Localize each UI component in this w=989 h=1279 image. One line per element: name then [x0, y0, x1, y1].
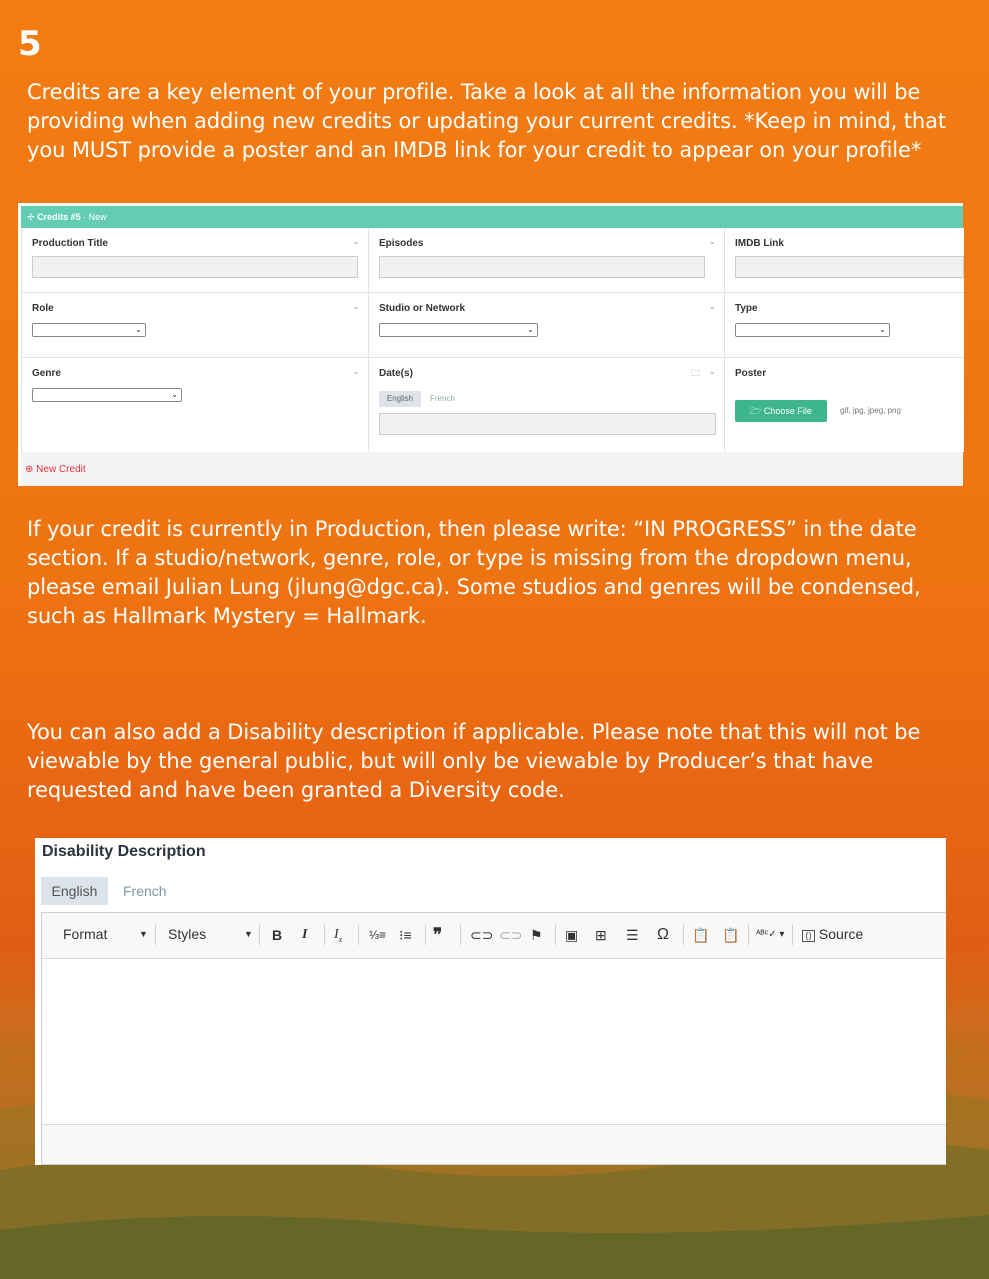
step-number: 5 — [18, 24, 42, 64]
toolbar-divider — [155, 925, 156, 945]
new-credit-label: New Credit — [36, 464, 86, 475]
choose-file-button[interactable] — [735, 400, 827, 422]
dates-cell — [369, 358, 725, 452]
role-select[interactable]: ⌄ — [32, 323, 146, 337]
folder-open-icon: 🗁 — [750, 406, 764, 416]
choose-file-label: Choose File — [763, 406, 812, 416]
anchor-flag-icon[interactable]: ⚑ — [530, 927, 543, 943]
poster-cell — [725, 358, 964, 452]
unlink-icon[interactable]: ⊂⊃ — [499, 927, 523, 943]
credits-panel-footer — [21, 452, 963, 486]
source-label: Source — [818, 926, 864, 942]
chevron-down-icon[interactable]: ⌄ — [352, 301, 360, 311]
editor-content-area[interactable] — [42, 959, 946, 1124]
episodes-input[interactable] — [379, 256, 705, 278]
toolbar-divider — [683, 925, 684, 945]
bulleted-list-icon[interactable]: ⁝≡ — [399, 927, 412, 943]
credits-form-panel — [18, 203, 963, 486]
new-credit-link[interactable] — [25, 464, 86, 475]
genre-select[interactable]: ⌄ — [32, 388, 182, 402]
chevron-down-icon[interactable]: ⌄ — [708, 301, 716, 311]
type-label: Type — [735, 303, 758, 314]
episodes-cell — [369, 228, 725, 293]
special-character-icon[interactable]: Ω — [657, 926, 669, 943]
source-button[interactable] — [802, 926, 863, 942]
toolbar-divider — [425, 925, 426, 945]
production-title-cell — [22, 228, 369, 293]
imdb-link-cell — [725, 228, 964, 293]
chevron-down-icon[interactable]: ⌄ — [352, 236, 360, 246]
dates-tab-french[interactable]: French — [430, 394, 455, 403]
toolbar-divider — [555, 925, 556, 945]
styles-dropdown[interactable] — [168, 926, 253, 942]
paste-text-icon[interactable]: 📋 — [692, 927, 710, 943]
move-icon[interactable]: ✢ — [27, 212, 35, 222]
credits-header-status: · New — [83, 212, 107, 222]
horizontal-line-icon[interactable]: ☰ — [626, 927, 639, 943]
spellcheck-icon[interactable]: ᴬᴮᶜ✓ ▾ — [756, 929, 785, 940]
blockquote-icon[interactable]: ❞ — [433, 925, 443, 944]
dates-tab-english[interactable]: English — [379, 391, 421, 407]
image-icon[interactable]: ▣ — [565, 927, 579, 943]
credits-header-title: Credits #5 — [37, 212, 81, 222]
table-icon[interactable]: ⊞ — [595, 927, 607, 943]
disability-tab-french[interactable]: French — [123, 883, 167, 899]
chevron-down-icon[interactable]: ⌄ — [708, 366, 716, 376]
dates-input[interactable] — [379, 413, 716, 435]
chevron-down-icon[interactable]: ⌄ — [708, 236, 716, 246]
disability-description-panel — [35, 838, 946, 1165]
type-select[interactable]: ⌄ — [735, 323, 890, 337]
studio-select[interactable]: ⌄ — [379, 323, 538, 337]
imdb-link-label: IMDB Link — [735, 238, 784, 249]
role-label: Role — [32, 303, 54, 314]
poster-label: Poster — [735, 368, 767, 379]
editor-toolbar — [42, 913, 946, 959]
numbered-list-icon[interactable]: ⅓≡ — [369, 928, 387, 942]
toolbar-divider — [792, 925, 793, 945]
editor-statusbar — [42, 1124, 946, 1164]
studio-label: Studio or Network — [379, 303, 466, 314]
toolbar-divider — [324, 925, 325, 945]
studio-cell — [369, 293, 725, 358]
type-cell — [725, 293, 964, 358]
caret-down-icon: ▼ — [139, 929, 148, 939]
dates-label: Date(s) — [379, 368, 413, 379]
file-types-hint: gif, jpg, jpeg, png — [840, 406, 901, 415]
role-cell — [22, 293, 369, 358]
production-title-input[interactable] — [32, 256, 358, 278]
chevron-down-icon[interactable]: ⌄ — [352, 366, 360, 376]
progress-paragraph: If your credit is currently in Production, then please write: “IN PROGRESS” in the date section. If a studio/network, genre, role, or type is missing from the dropdown menu, please email Julian Lung (jlung@dgc.ca). Some studios and genres will be condensed, such as Hallmark Mystery = Hallmark. — [27, 517, 921, 628]
format-dropdown[interactable] — [63, 926, 148, 942]
italic-button[interactable]: I — [302, 927, 308, 942]
source-icon: ⟨⟩ — [802, 930, 815, 942]
toolbar-divider — [358, 925, 359, 945]
genre-label: Genre — [32, 368, 61, 379]
toolbar-divider — [748, 925, 749, 945]
credits-panel-body — [21, 228, 964, 452]
paste-word-icon[interactable]: 📋 — [722, 927, 740, 943]
disability-tab-english[interactable]: English — [41, 877, 108, 905]
credits-panel-header[interactable] — [21, 206, 963, 228]
format-label: Format — [63, 926, 108, 942]
styles-label: Styles — [168, 926, 207, 942]
episodes-label: Episodes — [379, 238, 424, 249]
toolbar-divider — [259, 925, 260, 945]
bold-button[interactable]: B — [272, 927, 283, 943]
production-title-label: Production Title — [32, 238, 108, 249]
imdb-link-input[interactable] — [735, 256, 964, 278]
folder-icon[interactable]: 🗀 — [690, 368, 700, 378]
disability-title: Disability Description — [42, 843, 206, 860]
add-circle-icon: ⊕ — [25, 464, 34, 475]
disability-paragraph: You can also add a Disability description if applicable. Please note that this will not be viewable by the general public, but will only be viewable by Producer’s that have requested and have been granted a Diversity code. — [27, 720, 921, 802]
caret-down-icon: ▼ — [244, 929, 253, 939]
link-icon[interactable]: ⊂⊃ — [470, 927, 494, 943]
genre-cell — [22, 358, 369, 452]
rich-text-editor — [41, 912, 946, 1165]
intro-paragraph: Credits are a key element of your profile. Take a look at all the information you will be providing when adding new credits or updating your current credits. *Keep in mind, that you MUST provide a poster and an IMDB link for your credit to appear on your profile* — [27, 80, 947, 162]
remove-format-icon[interactable]: $I_x$ — [334, 927, 343, 944]
toolbar-divider — [460, 925, 461, 945]
